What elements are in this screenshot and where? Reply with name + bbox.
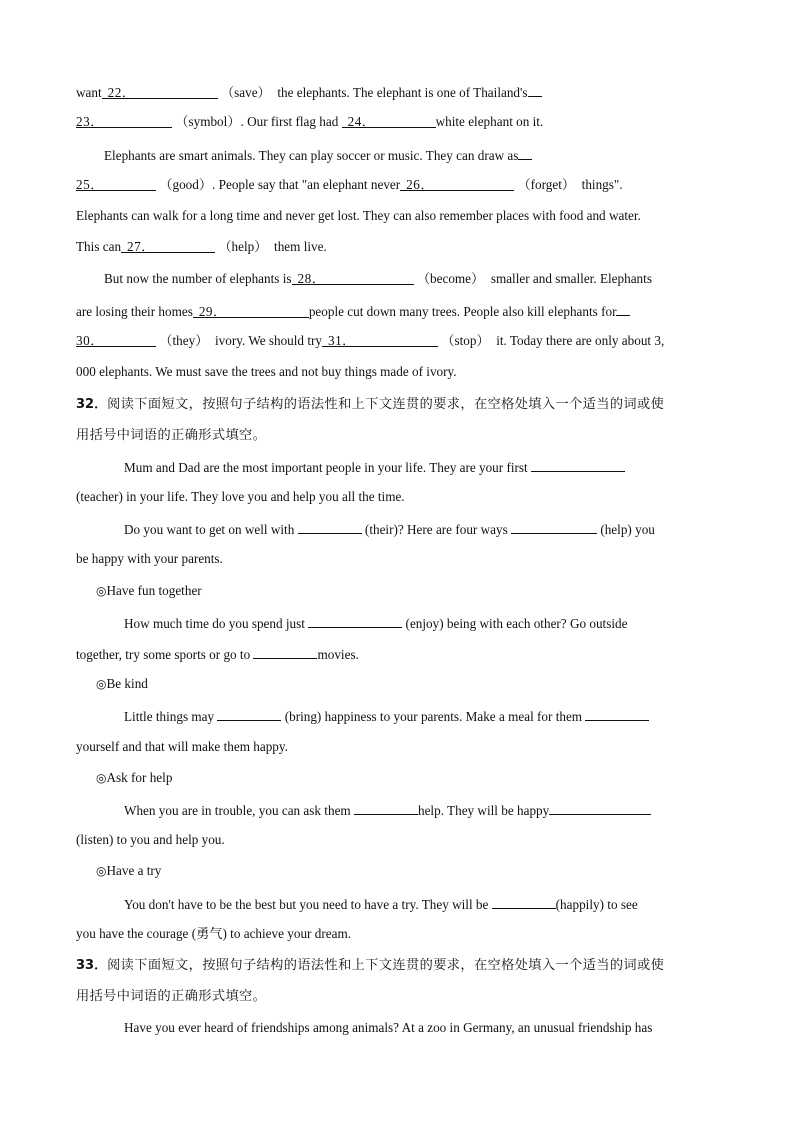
heading-be-kind: [96, 674, 736, 694]
question-33-instructions: [76, 955, 716, 976]
text: Elephants are smart animals. They can play soccer or music. They can draw as: [104, 148, 519, 163]
heading-text: Ask for help: [106, 770, 173, 785]
text: Elephants can walk for a long time and never get lost. They can also remember places with food and water.: [76, 208, 641, 223]
text: But now the number of elephants is: [104, 271, 292, 286]
text: （good）. People say that "an elephant never: [159, 177, 401, 192]
bullet-icon: ◎: [96, 584, 107, 598]
passage-line-8: [76, 300, 716, 322]
q32-para4-line2: [76, 737, 716, 757]
instruction-text: 阅读下面短文，按照句子结构的语法性和上下文连贯的要求，在空格处填入一个适当的词或使: [107, 958, 665, 973]
text: white elephant on it.: [435, 114, 544, 129]
blank-22[interactable]: 22．: [102, 83, 218, 99]
blank-31[interactable]: 31．: [322, 331, 438, 347]
q32-para6-line2: [76, 924, 716, 944]
heading-text: Have a try: [106, 863, 162, 878]
text: are losing their homes: [76, 304, 193, 319]
text: (listen) to you and help you.: [76, 832, 225, 847]
text: (teacher) in your life. They love you and help you all the time.: [76, 489, 405, 504]
blank-29[interactable]: 29．: [193, 302, 309, 318]
passage-line-6: [76, 237, 716, 257]
q32-para3-line1: [124, 612, 764, 634]
text: You don't have to be the best but you need to have a try. They will be: [124, 897, 489, 912]
text: ivory. We should try: [214, 333, 322, 348]
heading-text: Have fun together: [106, 583, 202, 598]
text: things".: [581, 177, 623, 192]
question-33-instructions-2: [76, 986, 716, 1007]
text: movies.: [317, 647, 359, 662]
passage-line-10: [76, 362, 716, 382]
question-32-instructions: [76, 394, 716, 415]
blank-30-start[interactable]: [616, 300, 630, 316]
heading-have-fun: [96, 581, 736, 601]
text: together, try some sports or go to: [76, 647, 251, 662]
hint: （they）: [159, 333, 209, 348]
blank-23-start[interactable]: [528, 81, 542, 97]
instruction-text: 阅读下面短文，按照句子结构的语法性和上下文连贯的要求，在空格处填入一个适当的词或使: [107, 397, 665, 412]
text: want: [76, 85, 102, 100]
blank-30[interactable]: 30．: [76, 331, 156, 347]
q32-para1-line1: [124, 456, 764, 478]
blank-movies[interactable]: [253, 643, 317, 659]
text: Little things may: [124, 709, 215, 724]
question-number: 33．: [76, 958, 108, 973]
q32-para2-line2: [76, 549, 716, 569]
passage-line-5: [76, 206, 716, 226]
blank-26[interactable]: 26．: [400, 175, 514, 191]
hint: （become）: [416, 271, 485, 286]
blank-happily[interactable]: [492, 893, 556, 909]
text: 000 elephants. We must save the trees and not buy things made of ivory.: [76, 364, 457, 379]
hint: （stop）: [441, 333, 490, 348]
heading-ask-for-help: [96, 768, 736, 788]
hint: （forget）: [517, 177, 576, 192]
blank-23[interactable]: 23．: [76, 112, 172, 128]
hint: （help）: [218, 239, 268, 254]
passage-line-4: [76, 175, 716, 195]
question-number: 32．: [76, 397, 108, 412]
text: you have the courage (勇气) to achieve your dream.: [76, 926, 351, 941]
q32-para4-line1: [124, 705, 764, 727]
text: (bring) happiness to your parents. Make a meal for them: [284, 709, 583, 724]
text: Mum and Dad are the most important people in your life. They are your first: [124, 460, 528, 475]
q32-para5-line1: [124, 799, 764, 821]
q32-para5-line2: [76, 830, 716, 850]
blank-25[interactable]: 25．: [76, 175, 156, 191]
passage-line-7: [104, 269, 744, 289]
blank-25-start[interactable]: [518, 144, 532, 160]
heading-text: Be kind: [106, 676, 148, 691]
text: This can: [76, 239, 122, 254]
hint: （save）: [220, 85, 271, 100]
blank-enjoy[interactable]: [308, 612, 402, 628]
blank-bring[interactable]: [217, 705, 281, 721]
text: （symbol）. Our first flag had: [175, 114, 339, 129]
text: When you are in trouble, you can ask them: [124, 803, 351, 818]
bullet-icon: ◎: [96, 771, 107, 785]
passage-line-1: [76, 81, 716, 103]
passage-line-2: [76, 112, 716, 132]
text: (enjoy) being with each other? Go outside: [405, 616, 628, 631]
bullet-icon: ◎: [96, 677, 107, 691]
q32-para1-line2: [76, 487, 716, 507]
q32-para6-line1: [124, 893, 764, 915]
text: it. Today there are only about 3,: [496, 333, 665, 348]
blank-yourself[interactable]: [585, 705, 649, 721]
blank-their[interactable]: [298, 518, 362, 534]
blank-help[interactable]: [511, 518, 597, 534]
text: the elephants. The elephant is one of Thailand's: [277, 85, 528, 100]
text: (their)? Here are four ways: [364, 522, 508, 537]
text: How much time do you spend just: [124, 616, 305, 631]
text: help. They will be happy: [417, 803, 550, 818]
text: them live.: [274, 239, 327, 254]
blank-24[interactable]: 24．: [342, 112, 436, 128]
q32-para3-line2: [76, 643, 716, 665]
q32-para2-line1: [124, 518, 764, 540]
text: Do you want to get on well with: [124, 522, 295, 537]
heading-have-a-try: [96, 861, 736, 881]
q33-para1-line1: [124, 1018, 764, 1038]
instruction-text: 用括号中词语的正确形式填空。: [76, 989, 267, 1004]
blank-listen[interactable]: [549, 799, 651, 815]
instruction-text: 用括号中词语的正确形式填空。: [76, 428, 267, 443]
blank-teacher[interactable]: [531, 456, 625, 472]
text: Have you ever heard of friendships among animals? At a zoo in Germany, an unusual friendship has: [124, 1020, 653, 1035]
text: yourself and that will make them happy.: [76, 739, 288, 754]
text: (help) you: [600, 522, 655, 537]
text: smaller and smaller. Elephants: [490, 271, 652, 286]
text: be happy with your parents.: [76, 551, 223, 566]
bullet-icon: ◎: [96, 864, 107, 878]
text: people cut down many trees. People also kill elephants for: [308, 304, 617, 319]
text: (happily) to see: [555, 897, 638, 912]
passage-line-3: [104, 144, 744, 166]
blank-for-help[interactable]: [354, 799, 418, 815]
question-32-instructions-2: [76, 425, 716, 446]
blank-27[interactable]: 27．: [121, 237, 215, 253]
blank-28[interactable]: 28．: [292, 269, 414, 285]
passage-line-9: [76, 331, 716, 351]
